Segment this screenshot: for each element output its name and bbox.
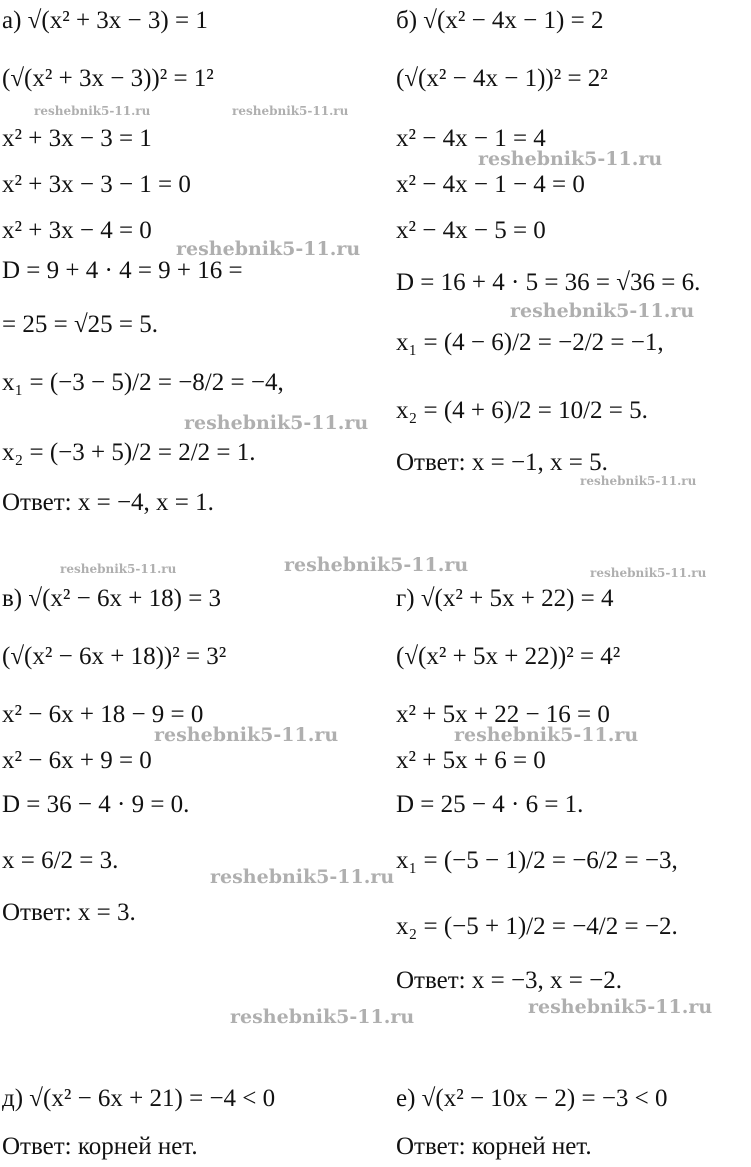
watermark: reshebnik5-11.ru xyxy=(590,566,707,580)
problem-b-line-4: x² − 4x − 1 − 4 = 0 xyxy=(396,171,585,198)
watermark: reshebnik5-11.ru xyxy=(232,104,349,118)
watermark: reshebnik5-11.ru xyxy=(176,238,361,260)
problem-b-answer: Ответ: x = −1, x = 5. xyxy=(396,449,608,476)
problem-a-line-5: x² + 3x − 4 = 0 xyxy=(2,217,152,244)
problem-a-line-1: а) √(x² + 3x − 3) = 1 xyxy=(2,7,208,34)
watermark: reshebnik5-11.ru xyxy=(478,148,663,170)
problem-e-answer: Ответ: корней нет. xyxy=(396,1133,592,1160)
problem-v-line-1: в) √(x² − 6x + 18) = 3 xyxy=(2,585,222,612)
problem-v-line-2: (√(x² − 6x + 18))² = 3² xyxy=(2,643,227,670)
problem-a-line-9: x₂ = (−3 + 5)/2 = 2/2 = 1. xyxy=(2,439,256,466)
problem-g-line-5: D = 25 − 4 · 6 = 1. xyxy=(396,791,584,818)
problem-v-line-5: D = 36 − 4 · 9 = 0. xyxy=(2,791,190,818)
problem-b-line-5: x² − 4x − 5 = 0 xyxy=(396,217,546,244)
problem-a-answer: Ответ: x = −4, x = 1. xyxy=(2,489,214,516)
problem-v-line-4: x² − 6x + 9 = 0 xyxy=(2,747,152,774)
problem-g-answer: Ответ: x = −3, x = −2. xyxy=(396,967,623,994)
problem-b-line-8: x₂ = (4 + 6)/2 = 10/2 = 5. xyxy=(396,397,648,424)
watermark: reshebnik5-11.ru xyxy=(60,562,177,576)
problem-d-line-1: д) √(x² − 6x + 21) = −4 < 0 xyxy=(2,1085,276,1112)
problem-v-line-6: x = 6/2 = 3. xyxy=(2,847,119,874)
problem-a-line-4: x² + 3x − 3 − 1 = 0 xyxy=(2,171,191,198)
watermark: reshebnik5-11.ru xyxy=(580,474,697,488)
problem-b-line-3: x² − 4x − 1 = 4 xyxy=(396,125,546,152)
problem-a-line-3: x² + 3x − 3 = 1 xyxy=(2,125,152,152)
watermark: reshebnik5-11.ru xyxy=(284,554,469,576)
problem-v-line-3: x² − 6x + 18 − 9 = 0 xyxy=(2,701,204,728)
watermark: reshebnik5-11.ru xyxy=(510,300,695,322)
problem-a-line-8: x₁ = (−3 − 5)/2 = −8/2 = −4, xyxy=(2,369,284,396)
problem-d-answer: Ответ: корней нет. xyxy=(2,1133,198,1160)
watermark: reshebnik5-11.ru xyxy=(230,1006,415,1028)
problem-e-line-1: е) √(x² − 10x − 2) = −3 < 0 xyxy=(396,1085,668,1112)
problem-b-line-1: б) √(x² − 4x − 1) = 2 xyxy=(396,7,604,34)
watermark: reshebnik5-11.ru xyxy=(34,104,151,118)
problem-g-line-1: г) √(x² + 5x + 22) = 4 xyxy=(396,585,614,612)
problem-a-line-7: = 25 = √25 = 5. xyxy=(2,311,159,338)
problem-b-line-7: x₁ = (4 − 6)/2 = −2/2 = −1, xyxy=(396,329,664,356)
watermark: reshebnik5-11.ru xyxy=(454,724,639,746)
problem-a-line-6: D = 9 + 4 · 4 = 9 + 16 = xyxy=(2,257,243,284)
watermark: reshebnik5-11.ru xyxy=(184,412,369,434)
problem-g-line-4: x² + 5x + 6 = 0 xyxy=(396,747,546,774)
problem-b-line-6: D = 16 + 4 · 5 = 36 = √36 = 6. xyxy=(396,269,701,296)
problem-g-line-6: x₁ = (−5 − 1)/2 = −6/2 = −3, xyxy=(396,847,678,874)
watermark: reshebnik5-11.ru xyxy=(154,724,339,746)
problem-g-line-2: (√(x² + 5x + 22))² = 4² xyxy=(396,643,621,670)
problem-b-line-2: (√(x² − 4x − 1))² = 2² xyxy=(396,65,608,92)
problem-a-line-2: (√(x² + 3x − 3))² = 1² xyxy=(2,65,214,92)
problem-g-line-7: x₂ = (−5 + 1)/2 = −4/2 = −2. xyxy=(396,913,678,940)
problem-v-answer: Ответ: x = 3. xyxy=(2,899,136,926)
problem-g-line-3: x² + 5x + 22 − 16 = 0 xyxy=(396,701,610,728)
watermark: reshebnik5-11.ru xyxy=(210,866,395,888)
watermark: reshebnik5-11.ru xyxy=(528,996,713,1018)
